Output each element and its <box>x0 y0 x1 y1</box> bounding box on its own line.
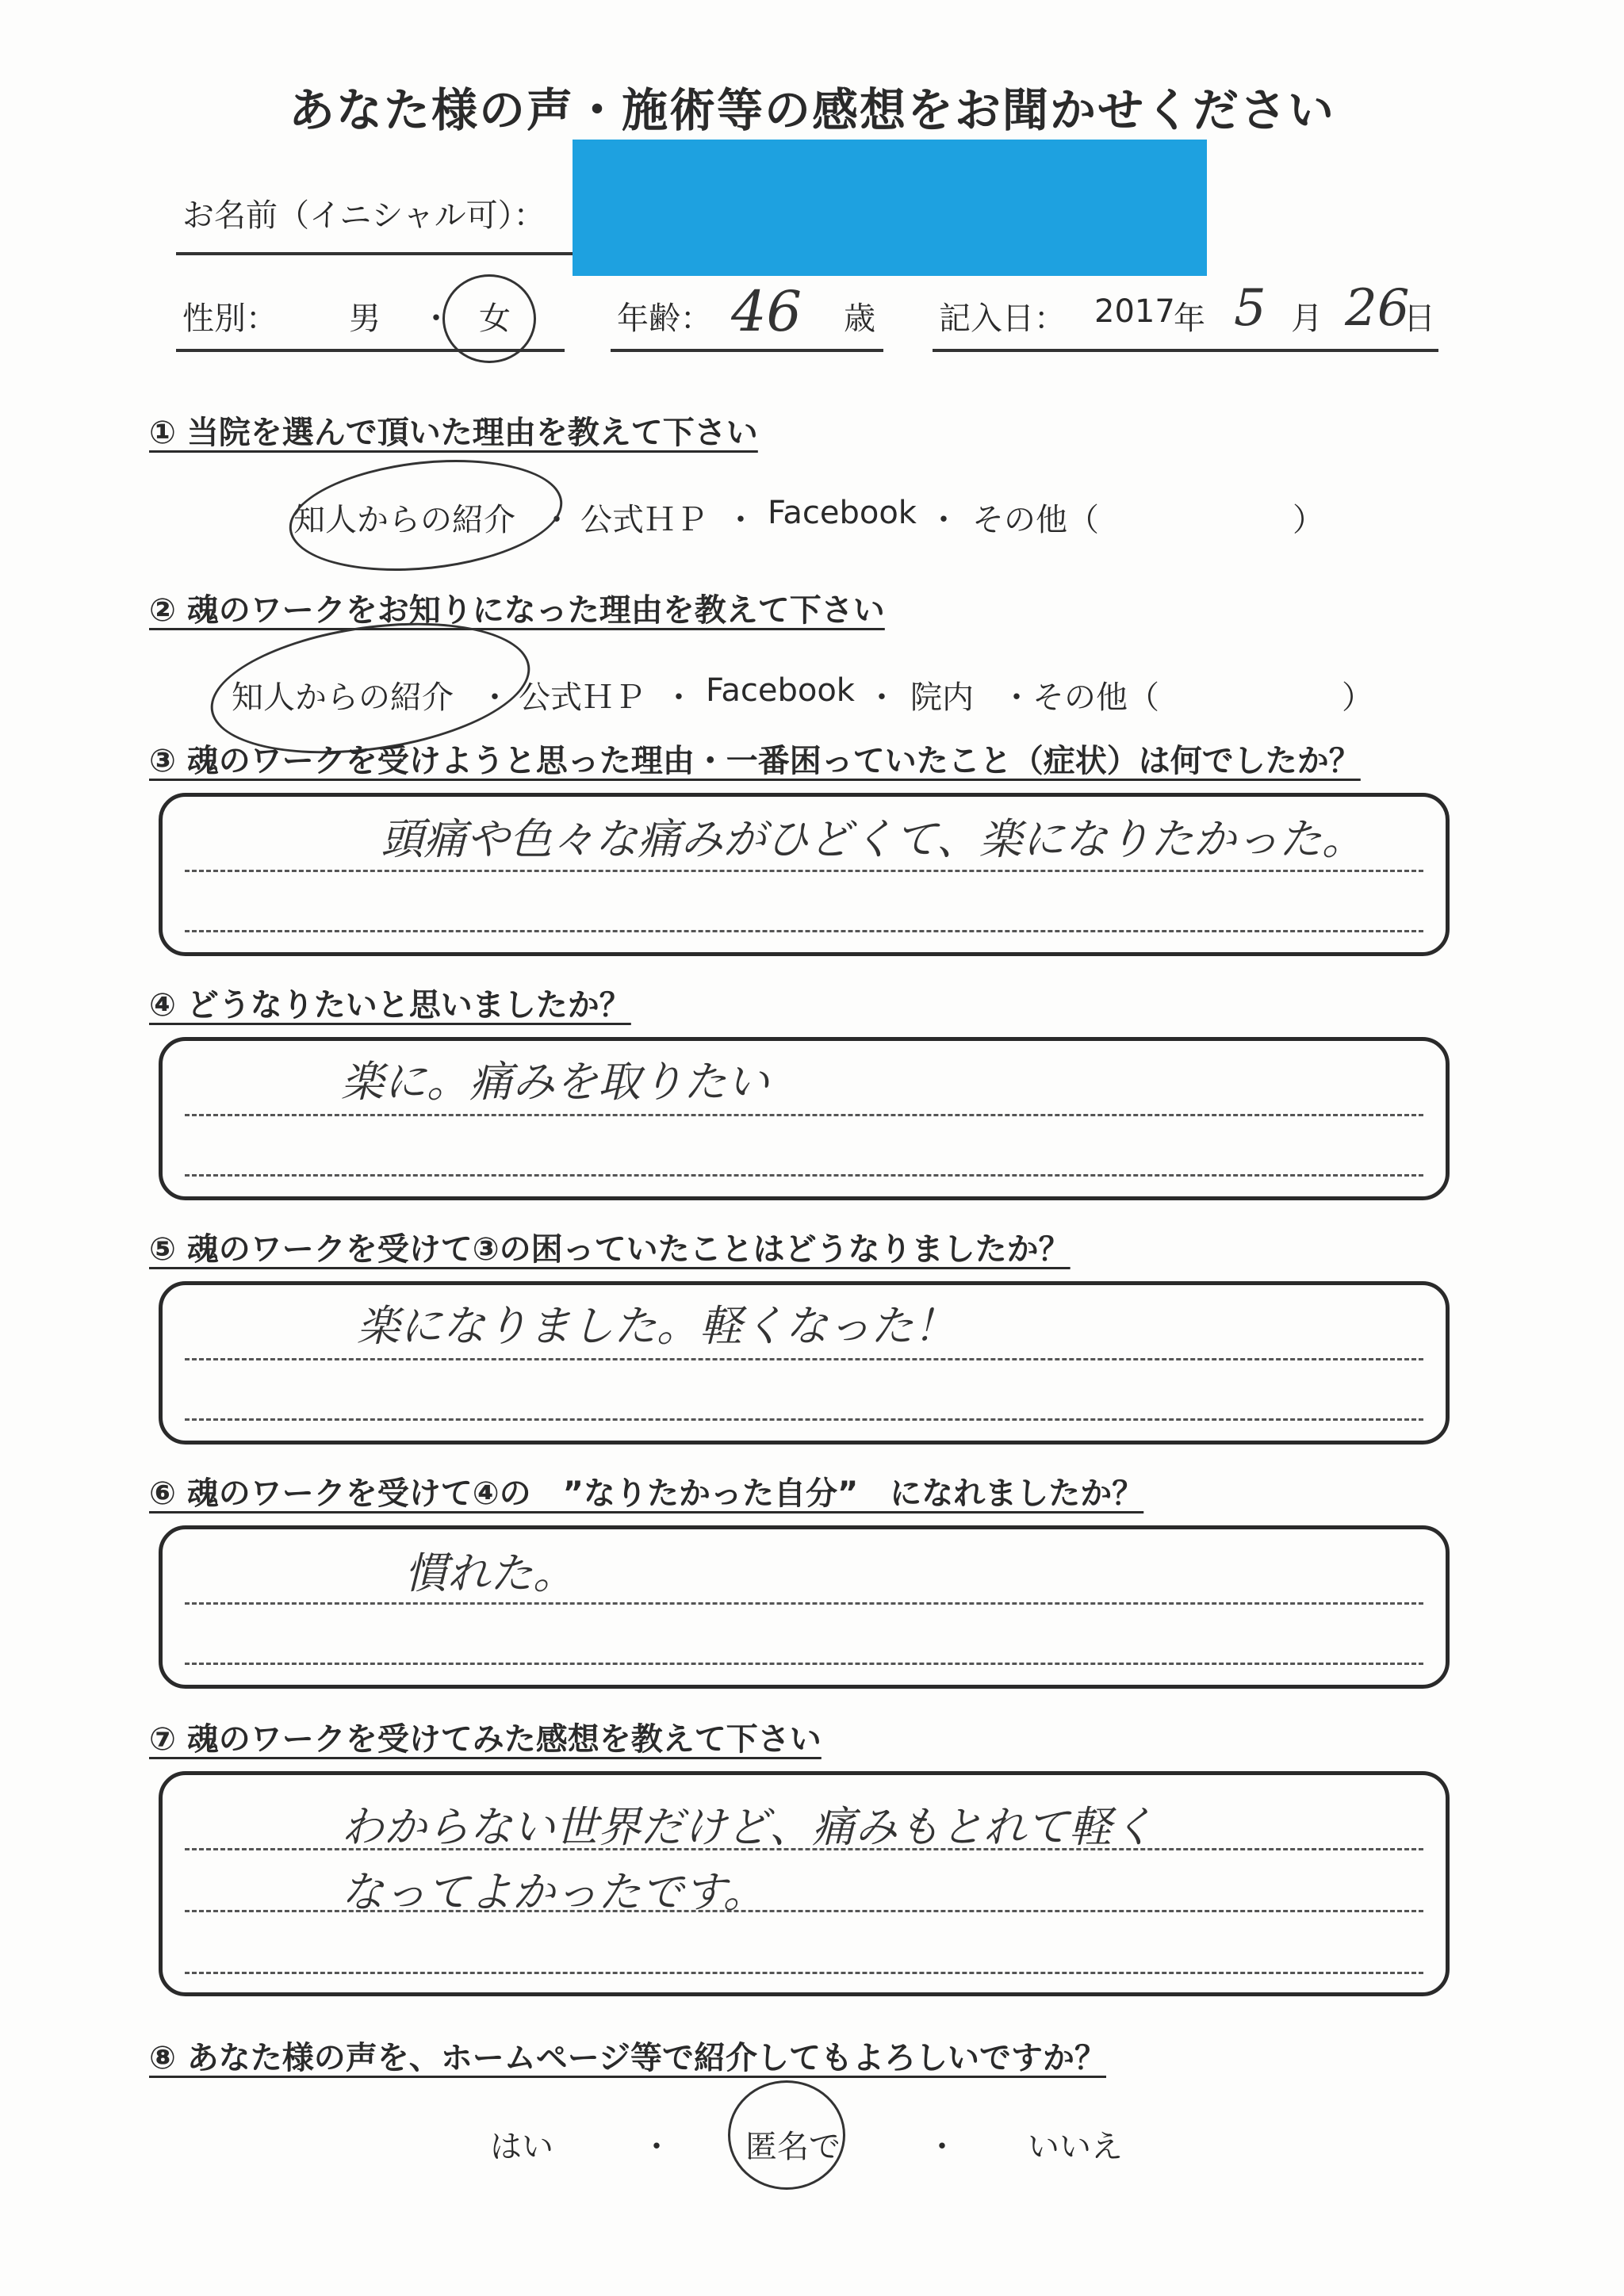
date-underline <box>933 349 1438 352</box>
q2-separator: ・ <box>1001 679 1032 716</box>
age-unit: 歳 <box>844 300 875 337</box>
q3-heading: ③ 魂のワークを受けようと思った理由・一番困っていたこと（症状）は何でしたか？ <box>149 743 1361 779</box>
q8-option-no[interactable]: いいえ <box>1028 2129 1123 2165</box>
age-label: 年齢： <box>617 300 712 337</box>
q1-other-close: ） <box>1293 502 1324 538</box>
q1-separator: ・ <box>541 502 573 538</box>
q2-separator: ・ <box>866 679 898 716</box>
page-title: あなた様の声・施術等の感想をお聞かせください <box>288 83 1335 137</box>
gender-separator: ・ <box>420 300 452 337</box>
answer-line <box>185 1972 1423 1974</box>
q8-separator: ・ <box>926 2129 958 2165</box>
q1-option-other[interactable]: その他（ <box>972 502 1099 538</box>
date-day-unit: 日 <box>1404 300 1435 337</box>
answer-line <box>185 870 1423 872</box>
q8-option-yes[interactable]: はい <box>490 2129 553 2165</box>
q2-separator: ・ <box>479 679 511 716</box>
date-year: 2017 <box>1094 293 1175 330</box>
answer-line <box>185 1418 1423 1421</box>
q2-other-close: ） <box>1342 679 1373 716</box>
q8-heading: ⑧ あなた様の声を、ホームページ等で紹介してもよろしいですか？ <box>149 2040 1106 2076</box>
q1-selection-circle <box>284 447 568 583</box>
q8-separator: ・ <box>641 2129 672 2165</box>
q4-heading: ④ どうなりたいと思いましたか？ <box>149 987 631 1024</box>
q4-answer: 楽に。痛みを取りたい <box>341 1057 769 1107</box>
gender-male-option[interactable]: 男 <box>349 300 381 337</box>
q7-answer-line2: なってよかったです。 <box>341 1867 766 1917</box>
q6-heading: ⑥ 魂のワークを受けて④の ”なりたかった自分” になれましたか？ <box>149 1475 1144 1512</box>
name-redaction <box>573 140 1207 276</box>
q2-option-facebook[interactable]: Facebook <box>706 672 855 709</box>
date-label: 記入日： <box>939 300 1066 337</box>
q5-answer: 楽になりました。軽くなった！ <box>357 1301 956 1351</box>
q8-option-anonymous[interactable]: 匿名で <box>745 2129 841 2165</box>
q1-separator: ・ <box>928 502 959 538</box>
answer-line <box>185 1174 1423 1177</box>
q1-heading: ① 当院を選んで頂いた理由を教えて下さい <box>149 415 758 451</box>
q2-separator: ・ <box>663 679 695 716</box>
q2-option-referral[interactable]: 知人からの紹介 <box>232 679 454 716</box>
q2-option-other[interactable]: その他（ <box>1032 679 1159 716</box>
date-day: 26 <box>1345 279 1410 338</box>
name-underline <box>176 252 573 255</box>
q1-option-referral[interactable]: 知人からの紹介 <box>293 502 515 538</box>
age-underline <box>611 349 883 352</box>
q2-heading: ② 魂のワークをお知りになった理由を教えて下さい <box>149 592 885 629</box>
q7-heading: ⑦ 魂のワークを受けてみた感想を教えて下さい <box>149 1721 822 1758</box>
q8-selection-circle <box>728 2080 845 2190</box>
q6-answer: 慣れた。 <box>404 1548 576 1598</box>
q1-separator: ・ <box>725 502 756 538</box>
q2-option-website[interactable]: 公式ＨＰ <box>519 679 645 716</box>
age-value: 46 <box>731 279 802 344</box>
q3-answer: 頭痛や色々な痛みがひどくて、楽になりたかった。 <box>381 814 1365 864</box>
q1-option-facebook[interactable]: Facebook <box>768 495 917 531</box>
q7-answer-line1: わからない世界だけど、痛みもとれて軽く <box>341 1802 1155 1852</box>
q2-option-in-clinic[interactable]: 院内 <box>910 679 974 716</box>
name-label: お名前（イニシャル可）： <box>182 197 546 234</box>
answer-line <box>185 1114 1423 1116</box>
date-month-unit: 月 <box>1291 300 1323 337</box>
answer-line <box>185 930 1423 932</box>
q5-heading: ⑤ 魂のワークを受けて③の困っていたことはどうなりましたか？ <box>149 1231 1071 1268</box>
gender-label: 性別： <box>182 300 278 337</box>
q1-option-website[interactable]: 公式ＨＰ <box>580 502 707 538</box>
answer-line <box>185 1602 1423 1605</box>
q6-answer-box[interactable] <box>159 1525 1450 1689</box>
gender-female-option[interactable]: 女 <box>479 300 511 337</box>
answer-line <box>185 1663 1423 1665</box>
answer-line <box>185 1358 1423 1360</box>
date-year-unit: 年 <box>1174 300 1205 337</box>
date-month: 5 <box>1234 279 1266 338</box>
gender-underline <box>176 349 565 352</box>
